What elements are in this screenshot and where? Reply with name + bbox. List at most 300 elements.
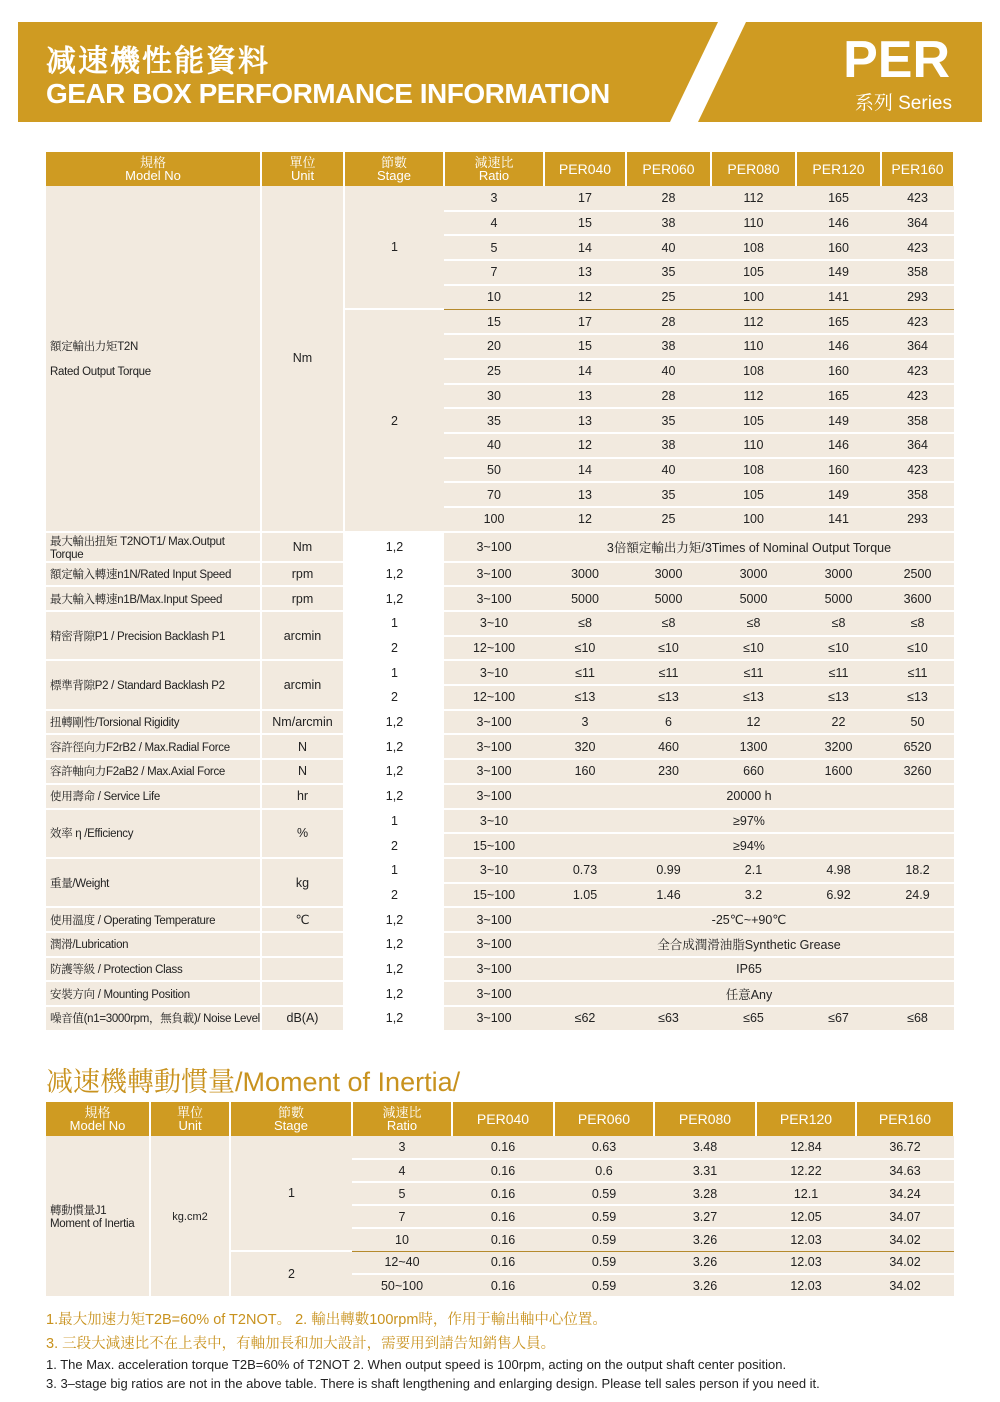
merged-value: 20000 h — [544, 784, 954, 809]
table-cell: 364 — [881, 334, 954, 359]
header-model: 規格 Model No — [46, 1102, 150, 1136]
merged-value: ≥94% — [544, 833, 954, 858]
ratio-cell: 3~100 — [444, 734, 544, 759]
spec-label: 容許軸向力F2aB2 / Max.Axial Force — [46, 759, 261, 784]
spec-label: 最大輸出扭矩 T2NOT1/ Max.Output Torque — [46, 532, 261, 562]
header-model: 規格 Model No — [46, 152, 261, 186]
table-cell: 4 — [352, 1159, 452, 1182]
table-cell: 3.27 — [654, 1205, 756, 1228]
table-cell: ≤10 — [626, 636, 711, 661]
table-cell: 423 — [881, 384, 954, 409]
ratio-cell: 3~100 — [444, 759, 544, 784]
stage-cell: 2 — [344, 883, 444, 908]
spec-unit: N — [261, 759, 344, 784]
rated-torque-label — [46, 186, 261, 532]
table-cell: 13 — [544, 408, 626, 433]
table-cell: 423 — [881, 235, 954, 260]
table-cell: 149 — [796, 482, 881, 507]
ratio-cell: 3~100 — [444, 710, 544, 735]
stage-cell: 1,2 — [344, 981, 444, 1006]
ratio-cell: 3~100 — [444, 957, 544, 982]
table-cell: 108 — [711, 458, 796, 483]
table-cell: 5000 — [544, 586, 626, 611]
table-cell: 3.2 — [711, 883, 796, 908]
table-cell: ≤13 — [881, 685, 954, 710]
table-cell: 0.6 — [554, 1159, 654, 1182]
table-row — [46, 784, 954, 809]
header-model-col: PER080 — [711, 152, 796, 186]
table-cell: ≤13 — [544, 685, 626, 710]
ratio-cell: 3~100 — [444, 1006, 544, 1031]
spec-unit: % — [261, 809, 344, 858]
merged-value: IP65 — [544, 957, 954, 982]
note-en-1: 1. The Max. acceleration torque T2B=60% of T2NOT 2. When output speed is 100rpm, acting on the output shaft center position. — [46, 1357, 787, 1372]
spec-label: 標準背隙P2 / Standard Backlash P2 — [46, 660, 261, 709]
table-cell: ≤63 — [626, 1006, 711, 1031]
table-cell: 12.03 — [756, 1228, 856, 1251]
inertia-unit — [150, 1136, 230, 1297]
table-cell: 112 — [711, 384, 796, 409]
table-cell: 7 — [444, 260, 544, 285]
table-cell: 20 — [444, 334, 544, 359]
table-cell: 12 — [544, 507, 626, 532]
stage-cell: 1,2 — [344, 532, 444, 562]
table-cell: 13 — [544, 384, 626, 409]
table-cell: 40 — [626, 235, 711, 260]
header-stage: 節數 Stage — [230, 1102, 352, 1136]
spec-label: 扭轉剛性/Torsional Rigidity — [46, 710, 261, 735]
rated-label-en: Rated Output Torque — [50, 366, 151, 379]
inertia-label-en: Moment of Inertia — [50, 1218, 135, 1230]
series-code: PER — [843, 31, 950, 89]
stage-cell: 1,2 — [344, 907, 444, 932]
table-cell: 35 — [626, 408, 711, 433]
table-cell: 112 — [711, 309, 796, 334]
table-row — [46, 660, 954, 685]
spec-label: 容許徑向力F2rB2 / Max.Radial Force — [46, 734, 261, 759]
spec-label: 安裝方向 / Mounting Position — [46, 981, 261, 1006]
table-cell: 110 — [711, 433, 796, 458]
table-cell: 28 — [626, 384, 711, 409]
stage-cell: 1,2 — [344, 759, 444, 784]
table-cell: 358 — [881, 408, 954, 433]
ratio-cell: 12~100 — [444, 636, 544, 661]
table-cell: 660 — [711, 759, 796, 784]
ratio-cell: 3~100 — [444, 932, 544, 957]
ratio-cell: 15~100 — [444, 883, 544, 908]
spec-label: 使用壽命 / Service Life — [46, 784, 261, 809]
inertia-section-title: 减速機轉動慣量/Moment of Inertia/ — [46, 1067, 461, 1097]
table-cell: 3.26 — [654, 1274, 756, 1297]
table-cell: 0.59 — [554, 1228, 654, 1251]
stage-cell: 1,2 — [344, 957, 444, 982]
merged-value: 3倍額定輸出力矩/3Times of Nominal Output Torque — [544, 532, 954, 562]
table-cell: ≤8 — [711, 611, 796, 636]
table-cell: 293 — [881, 285, 954, 310]
table-cell: 100 — [444, 507, 544, 532]
table-cell: 10 — [352, 1228, 452, 1251]
table-cell: 17 — [544, 186, 626, 211]
table-cell: 40 — [444, 433, 544, 458]
spec-unit — [261, 932, 344, 957]
table-cell: 12.1 — [756, 1182, 856, 1205]
table-cell: ≤65 — [711, 1006, 796, 1031]
table-row — [46, 586, 954, 611]
table-cell: 165 — [796, 309, 881, 334]
stage-cell: 1,2 — [344, 932, 444, 957]
spec-unit: hr — [261, 784, 344, 809]
header-unit: 單位 Unit — [150, 1102, 230, 1136]
table-cell: 5000 — [626, 586, 711, 611]
stage-cell: 1,2 — [344, 586, 444, 611]
table-cell: 0.59 — [554, 1205, 654, 1228]
table-cell: 34.02 — [856, 1228, 954, 1251]
table-cell: 15 — [544, 211, 626, 236]
table-cell: 50 — [881, 710, 954, 735]
table-cell: 4 — [444, 211, 544, 236]
inertia-table — [46, 1102, 955, 1298]
table-cell: 12.03 — [756, 1251, 856, 1274]
table-cell: ≤10 — [544, 636, 626, 661]
table-cell: 230 — [626, 759, 711, 784]
table-cell: 146 — [796, 211, 881, 236]
ratio-cell: 3~100 — [444, 562, 544, 587]
table-cell: 2.1 — [711, 858, 796, 883]
table-cell: 38 — [626, 211, 711, 236]
table-cell: 423 — [881, 359, 954, 384]
table-cell: 13 — [544, 482, 626, 507]
header-unit: 單位 Unit — [261, 152, 344, 186]
spec-label: 額定輸入轉速n1N/Rated Input Speed — [46, 562, 261, 587]
table-cell: 423 — [881, 458, 954, 483]
table-cell: 3 — [444, 186, 544, 211]
table-cell: 5000 — [711, 586, 796, 611]
table-cell: 34.02 — [856, 1251, 954, 1274]
table-cell: 3 — [352, 1136, 452, 1159]
spec-label: 潤滑/Lubrication — [46, 932, 261, 957]
table-cell: 5000 — [796, 586, 881, 611]
inertia-label-cn: 轉動慣量J1 — [50, 1205, 107, 1217]
spec-unit: kg — [261, 858, 344, 907]
table-cell: 3000 — [544, 562, 626, 587]
table-cell: ≤13 — [711, 685, 796, 710]
table-cell: 105 — [711, 482, 796, 507]
ratio-cell: 3~10 — [444, 858, 544, 883]
table-cell: 50 — [444, 458, 544, 483]
table-cell: 0.73 — [544, 858, 626, 883]
spec-unit: dB(A) — [261, 1006, 344, 1031]
table-cell: 0.99 — [626, 858, 711, 883]
header-model-col: PER060 — [554, 1102, 654, 1136]
table-cell: 2500 — [881, 562, 954, 587]
table-cell: 6520 — [881, 734, 954, 759]
table-cell: 1300 — [711, 734, 796, 759]
table-cell: 0.59 — [554, 1182, 654, 1205]
ratio-cell: 15~100 — [444, 833, 544, 858]
table-cell: 5 — [352, 1182, 452, 1205]
table-row — [46, 734, 954, 759]
spec-unit: arcmin — [261, 660, 344, 709]
merged-value: -25℃~+90℃ — [544, 907, 954, 932]
table-cell: 0.16 — [452, 1251, 554, 1274]
rated-unit: Nm — [261, 186, 344, 532]
ratio-cell: 3~10 — [444, 809, 544, 834]
table-cell: 36.72 — [856, 1136, 954, 1159]
performance-table — [46, 152, 955, 1032]
header-model-col: PER120 — [796, 152, 881, 186]
table-cell: 15 — [444, 309, 544, 334]
merged-value: 任意Any — [544, 981, 954, 1006]
header-ratio: 減速比 Ratio — [352, 1102, 452, 1136]
table-cell: 14 — [544, 458, 626, 483]
ratio-cell: 3~100 — [444, 907, 544, 932]
table-cell: 14 — [544, 359, 626, 384]
stage-cell: 1 — [344, 660, 444, 685]
table-cell: 0.63 — [554, 1136, 654, 1159]
table-cell: 108 — [711, 235, 796, 260]
table-cell: 160 — [796, 235, 881, 260]
table-row — [46, 759, 954, 784]
table-row — [46, 981, 954, 1006]
table-cell: 100 — [711, 285, 796, 310]
table-cell: 0.59 — [554, 1251, 654, 1274]
ratio-cell: 3~100 — [444, 981, 544, 1006]
table-cell: 1.05 — [544, 883, 626, 908]
table-cell: 141 — [796, 507, 881, 532]
table-cell: 3600 — [881, 586, 954, 611]
table-cell: 18.2 — [881, 858, 954, 883]
table-cell: 105 — [711, 260, 796, 285]
table-cell: 320 — [544, 734, 626, 759]
ratio-cell: 3~100 — [444, 586, 544, 611]
table-cell: 364 — [881, 211, 954, 236]
table-cell: 70 — [444, 482, 544, 507]
table-cell: 3000 — [626, 562, 711, 587]
spec-label: 使用溫度 / Operating Temperature — [46, 907, 261, 932]
table-cell: 149 — [796, 260, 881, 285]
table-cell: 364 — [881, 433, 954, 458]
table-cell: ≤11 — [544, 660, 626, 685]
ratio-cell: 3~100 — [444, 784, 544, 809]
note-cn-2: 3. 三段大減速比不在上表中，有軸加長和加大設計，需要用到請告知銷售人員。 — [46, 1336, 556, 1352]
table-cell: 13 — [544, 260, 626, 285]
table-cell: 110 — [711, 211, 796, 236]
table-cell: 34.02 — [856, 1274, 954, 1297]
table-cell: 10 — [444, 285, 544, 310]
table-cell: 100 — [711, 507, 796, 532]
table-cell: 12.22 — [756, 1159, 856, 1182]
header-model-col: PER160 — [881, 152, 954, 186]
merged-value: 全合成潤滑油脂Synthetic Grease — [544, 932, 954, 957]
table-cell: 3000 — [796, 562, 881, 587]
spec-unit: rpm — [261, 586, 344, 611]
table-cell: ≤8 — [881, 611, 954, 636]
table-cell: 149 — [796, 408, 881, 433]
table-cell: 146 — [796, 433, 881, 458]
table-cell: 15 — [544, 334, 626, 359]
stage-cell: 2 — [344, 833, 444, 858]
header-banner — [18, 22, 982, 122]
stage-cell: 1,2 — [344, 784, 444, 809]
table-cell: 0.16 — [452, 1205, 554, 1228]
table-row — [46, 710, 954, 735]
table-cell: 6.92 — [796, 883, 881, 908]
table-row — [46, 1136, 954, 1159]
table-cell: 160 — [796, 359, 881, 384]
stage-cell: 1 — [344, 809, 444, 834]
table-cell: 34.63 — [856, 1159, 954, 1182]
table-cell: 24.9 — [881, 883, 954, 908]
spec-unit — [261, 981, 344, 1006]
table-cell: 38 — [626, 433, 711, 458]
merged-value: ≥97% — [544, 809, 954, 834]
spec-unit — [261, 957, 344, 982]
table-cell: 3.26 — [654, 1228, 756, 1251]
table-cell: 4.98 — [796, 858, 881, 883]
header-model-col: PER060 — [626, 152, 711, 186]
table-row — [46, 532, 954, 562]
table-cell: ≤10 — [796, 636, 881, 661]
table-cell: 108 — [711, 359, 796, 384]
table-cell: 34.24 — [856, 1182, 954, 1205]
spec-unit: rpm — [261, 562, 344, 587]
table-cell: ≤68 — [881, 1006, 954, 1031]
table-row — [46, 957, 954, 982]
spec-label: 防護等級 / Protection Class — [46, 957, 261, 982]
ratio-cell: 12~100 — [444, 685, 544, 710]
table-row — [46, 858, 954, 883]
ratio-cell: 3~10 — [444, 611, 544, 636]
table-cell: ≤10 — [711, 636, 796, 661]
table-cell: 12 — [544, 433, 626, 458]
stage-cell: 1 — [344, 858, 444, 883]
table-cell: 0.59 — [554, 1274, 654, 1297]
table-cell: 3.31 — [654, 1159, 756, 1182]
table-cell: 110 — [711, 334, 796, 359]
table-cell: 25 — [444, 359, 544, 384]
table-cell: 112 — [711, 186, 796, 211]
table-cell: 358 — [881, 260, 954, 285]
spec-label: 最大輸入轉速n1B/Max.Input Speed — [46, 586, 261, 611]
table-cell: 6 — [626, 710, 711, 735]
table-cell: 34.07 — [856, 1205, 954, 1228]
table-cell: 293 — [881, 507, 954, 532]
table-cell: 0.16 — [452, 1228, 554, 1251]
inertia-label — [46, 1136, 150, 1297]
table-cell: 3.26 — [654, 1251, 756, 1274]
table-cell: 17 — [544, 309, 626, 334]
table-cell: 12.03 — [756, 1274, 856, 1297]
table-cell: 0.16 — [452, 1136, 554, 1159]
table-cell: 0.16 — [452, 1159, 554, 1182]
ratio-cell: 3~100 — [444, 532, 544, 562]
table-cell: 1.46 — [626, 883, 711, 908]
table-cell: 35 — [444, 408, 544, 433]
table-cell: 3260 — [881, 759, 954, 784]
table-cell: 160 — [544, 759, 626, 784]
header-stage: 節數 Stage — [344, 152, 444, 186]
table-cell: 165 — [796, 186, 881, 211]
table-cell: 165 — [796, 384, 881, 409]
stage-cell: 1 — [230, 1136, 352, 1251]
table-cell: 14 — [544, 235, 626, 260]
stage-cell: 2 — [344, 309, 444, 531]
table-cell: ≤11 — [796, 660, 881, 685]
spec-unit: N — [261, 734, 344, 759]
table-cell: 22 — [796, 710, 881, 735]
table-cell: 30 — [444, 384, 544, 409]
table-cell: 423 — [881, 186, 954, 211]
spec-label: 噪音值(n1=3000rpm，無負載)/ Noise Level — [46, 1006, 261, 1031]
table-cell: 3200 — [796, 734, 881, 759]
stage-cell: 1 — [344, 611, 444, 636]
table-cell: 3.28 — [654, 1182, 756, 1205]
stage-cell: 1,2 — [344, 734, 444, 759]
table-row — [46, 186, 954, 211]
header-model-col: PER040 — [544, 152, 626, 186]
spec-unit: arcmin — [261, 611, 344, 660]
spec-label: 效率 η /Efficiency — [46, 809, 261, 858]
table-cell: ≤8 — [796, 611, 881, 636]
table-row — [46, 562, 954, 587]
table-cell: ≤13 — [796, 685, 881, 710]
table-cell: 0.16 — [452, 1182, 554, 1205]
stage-cell: 2 — [230, 1251, 352, 1297]
table-cell: 40 — [626, 359, 711, 384]
stage-cell: 2 — [344, 685, 444, 710]
spec-label: 重量/Weight — [46, 858, 261, 907]
table-cell: 141 — [796, 285, 881, 310]
table-cell: ≤13 — [626, 685, 711, 710]
table-cell: 28 — [626, 309, 711, 334]
table-cell: 38 — [626, 334, 711, 359]
header-model-col: PER160 — [856, 1102, 954, 1136]
title-cn: 减速機性能資料 — [46, 45, 270, 78]
table-cell: ≤10 — [881, 636, 954, 661]
title-en: GEAR BOX PERFORMANCE INFORMATION — [46, 78, 610, 109]
table-row — [46, 809, 954, 834]
table-cell: 12 — [544, 285, 626, 310]
table-cell: 3000 — [711, 562, 796, 587]
stage-cell: 1,2 — [344, 562, 444, 587]
table-cell: 12.84 — [756, 1136, 856, 1159]
spec-unit: Nm/arcmin — [261, 710, 344, 735]
table-cell: 358 — [881, 482, 954, 507]
spec-unit: ℃ — [261, 907, 344, 932]
table-row — [46, 907, 954, 932]
table-cell: ≤8 — [544, 611, 626, 636]
table-cell: 105 — [711, 408, 796, 433]
table-cell: 12.05 — [756, 1205, 856, 1228]
header-model-col: PER040 — [452, 1102, 554, 1136]
table-cell: 0.16 — [452, 1274, 554, 1297]
table-cell: ≤11 — [881, 660, 954, 685]
table-cell: 25 — [626, 507, 711, 532]
table-cell: ≤8 — [626, 611, 711, 636]
table-cell: 12~40 — [352, 1251, 452, 1274]
rated-label-cn: 額定輸出力矩T2N — [50, 341, 139, 354]
table-cell: 3.48 — [654, 1136, 756, 1159]
inertia-unit-text: kg.cm2 — [172, 1211, 208, 1223]
series-label: 系列 Series — [854, 93, 952, 114]
stage-cell: 1,2 — [344, 1006, 444, 1031]
stage-cell: 1,2 — [344, 710, 444, 735]
note-en-2: 3. 3–stage big ratios are not in the above table. There is shaft lengthening and enlarging design. Please tell sales person if you need it. — [46, 1376, 820, 1391]
table-cell: ≤11 — [626, 660, 711, 685]
table-cell: 1600 — [796, 759, 881, 784]
table-cell: 50~100 — [352, 1274, 452, 1297]
table-cell: 25 — [626, 285, 711, 310]
